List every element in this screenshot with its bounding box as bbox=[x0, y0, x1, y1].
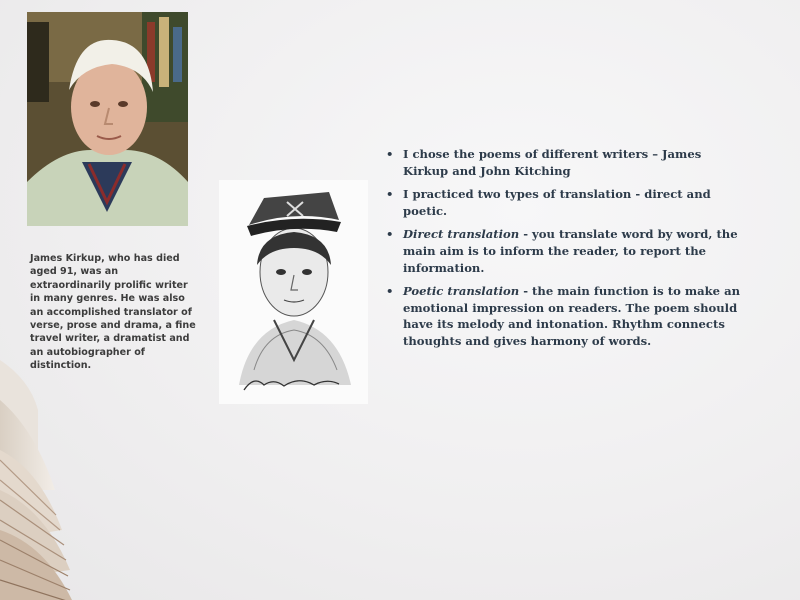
bullet-text: I practiced two types of translation - direct and poetic. bbox=[403, 187, 711, 218]
book-pages-decoration bbox=[0, 340, 90, 600]
translation-bullet-list bbox=[383, 146, 743, 357]
bullet-term: Poetic translation bbox=[403, 284, 520, 299]
john-kitching-engraving bbox=[219, 180, 368, 404]
bullet-text: - the main function is to make an emotional impression on readers. The poem should have its melody and intonation. Rhythm connects thoughts and gives harmony of words. bbox=[403, 284, 741, 348]
bullet-item bbox=[383, 186, 743, 219]
bullet-text: I chose the poems of different writers – James Kirkup and John Kitching bbox=[403, 147, 702, 178]
bullet-item bbox=[383, 283, 743, 349]
james-kirkup-photo bbox=[27, 12, 188, 226]
bullet-item bbox=[383, 226, 743, 276]
bullet-text: - you translate word by word, the main aim is to inform the reader, to report the information. bbox=[403, 227, 738, 275]
kirkup-caption: James Kirkup, who has died aged 91, was an extraordinarily prolific writer in many genres. He was also an accomplished translator of verse, prose and drama, a fine travel writer, a dramatist and an autobiographer of distinction. bbox=[30, 253, 196, 372]
bullet-term: Direct translation bbox=[403, 227, 520, 242]
bullet-item bbox=[383, 146, 743, 179]
